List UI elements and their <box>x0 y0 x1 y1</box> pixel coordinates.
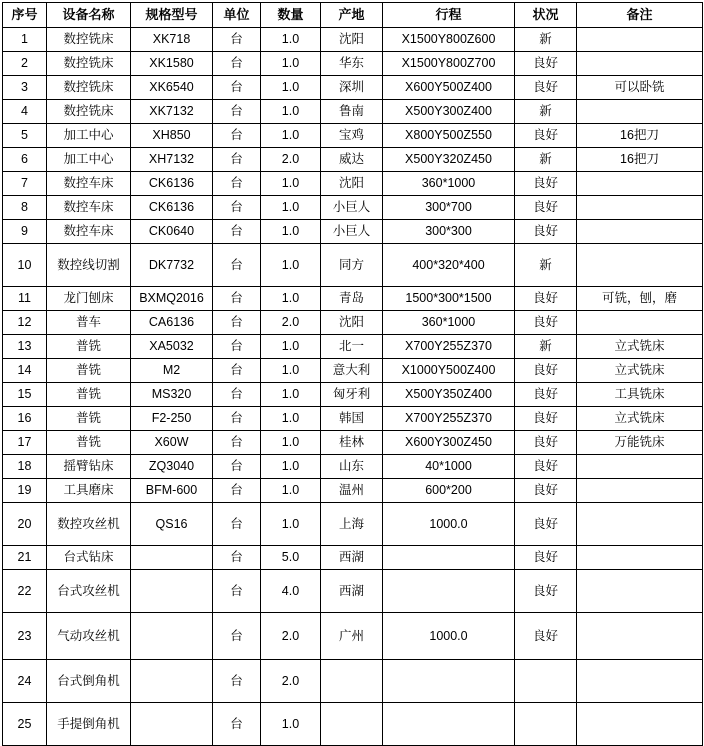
cell-status: 新 <box>515 100 577 124</box>
cell-name: 加工中心 <box>47 124 131 148</box>
cell-qty: 1.0 <box>261 383 321 407</box>
cell-remark: 立式铣床 <box>577 335 703 359</box>
cell-origin: 山东 <box>321 455 383 479</box>
cell-remark <box>577 703 703 746</box>
cell-model: CK6136 <box>131 172 213 196</box>
cell-model: XA5032 <box>131 335 213 359</box>
cell-model: ZQ3040 <box>131 455 213 479</box>
cell-name: 手提倒角机 <box>47 703 131 746</box>
cell-model: F2-250 <box>131 407 213 431</box>
cell-remark <box>577 220 703 244</box>
cell-name: 加工中心 <box>47 148 131 172</box>
cell-name: 普车 <box>47 311 131 335</box>
cell-no: 23 <box>3 613 47 660</box>
cell-name: 数控铣床 <box>47 76 131 100</box>
cell-qty: 1.0 <box>261 359 321 383</box>
column-header-model: 规格型号 <box>131 3 213 28</box>
cell-name: 数控攻丝机 <box>47 503 131 546</box>
cell-origin: 桂林 <box>321 431 383 455</box>
cell-unit: 台 <box>213 613 261 660</box>
cell-no: 19 <box>3 479 47 503</box>
cell-qty: 1.0 <box>261 220 321 244</box>
cell-origin: 沈阳 <box>321 311 383 335</box>
cell-remark <box>577 613 703 660</box>
cell-origin: 沈阳 <box>321 172 383 196</box>
cell-no: 3 <box>3 76 47 100</box>
cell-stroke: 1000.0 <box>383 613 515 660</box>
cell-no: 12 <box>3 311 47 335</box>
cell-origin: 韩国 <box>321 407 383 431</box>
cell-origin: 上海 <box>321 503 383 546</box>
table-row <box>3 431 703 455</box>
cell-unit: 台 <box>213 124 261 148</box>
cell-status: 良好 <box>515 196 577 220</box>
cell-stroke: X700Y255Z370 <box>383 407 515 431</box>
cell-stroke <box>383 570 515 613</box>
cell-unit: 台 <box>213 407 261 431</box>
cell-remark: 16把刀 <box>577 124 703 148</box>
table-row <box>3 124 703 148</box>
cell-no: 14 <box>3 359 47 383</box>
cell-qty: 5.0 <box>261 546 321 570</box>
cell-origin: 西湖 <box>321 570 383 613</box>
table-row <box>3 311 703 335</box>
cell-model: XK7132 <box>131 100 213 124</box>
table-header <box>3 3 703 28</box>
cell-unit: 台 <box>213 172 261 196</box>
cell-qty: 1.0 <box>261 196 321 220</box>
table-row <box>3 546 703 570</box>
cell-remark <box>577 311 703 335</box>
cell-origin: 青岛 <box>321 287 383 311</box>
cell-name: 摇臂钻床 <box>47 455 131 479</box>
cell-model <box>131 703 213 746</box>
cell-qty: 2.0 <box>261 311 321 335</box>
cell-unit: 台 <box>213 503 261 546</box>
cell-qty: 1.0 <box>261 172 321 196</box>
table-row <box>3 479 703 503</box>
cell-name: 工具磨床 <box>47 479 131 503</box>
cell-no: 17 <box>3 431 47 455</box>
cell-stroke: X800Y500Z550 <box>383 124 515 148</box>
cell-origin: 深圳 <box>321 76 383 100</box>
cell-stroke: X700Y255Z370 <box>383 335 515 359</box>
table-row <box>3 660 703 703</box>
cell-stroke <box>383 660 515 703</box>
cell-model: CA6136 <box>131 311 213 335</box>
cell-model: BXMQ2016 <box>131 287 213 311</box>
cell-model: XH850 <box>131 124 213 148</box>
cell-qty: 1.0 <box>261 28 321 52</box>
cell-remark <box>577 660 703 703</box>
cell-stroke: 300*700 <box>383 196 515 220</box>
cell-model <box>131 613 213 660</box>
cell-status: 良好 <box>515 431 577 455</box>
cell-status: 良好 <box>515 479 577 503</box>
cell-origin: 匈牙利 <box>321 383 383 407</box>
cell-unit: 台 <box>213 148 261 172</box>
cell-status: 良好 <box>515 311 577 335</box>
cell-no: 18 <box>3 455 47 479</box>
cell-origin: 意大利 <box>321 359 383 383</box>
cell-origin: 温州 <box>321 479 383 503</box>
cell-unit: 台 <box>213 196 261 220</box>
cell-no: 2 <box>3 52 47 76</box>
cell-qty: 1.0 <box>261 703 321 746</box>
column-header-origin: 产地 <box>321 3 383 28</box>
table-row <box>3 196 703 220</box>
cell-qty: 1.0 <box>261 431 321 455</box>
table-row <box>3 570 703 613</box>
cell-status: 新 <box>515 148 577 172</box>
cell-name: 普铣 <box>47 407 131 431</box>
cell-remark: 工具铣床 <box>577 383 703 407</box>
cell-name: 普铣 <box>47 359 131 383</box>
cell-model: XK718 <box>131 28 213 52</box>
table-body <box>3 28 703 746</box>
cell-qty: 1.0 <box>261 479 321 503</box>
cell-unit: 台 <box>213 570 261 613</box>
cell-remark: 立式铣床 <box>577 407 703 431</box>
cell-name: 数控铣床 <box>47 100 131 124</box>
cell-no: 6 <box>3 148 47 172</box>
cell-stroke: X500Y320Z450 <box>383 148 515 172</box>
cell-remark: 16把刀 <box>577 148 703 172</box>
cell-unit: 台 <box>213 52 261 76</box>
cell-stroke: 40*1000 <box>383 455 515 479</box>
cell-name: 普铣 <box>47 335 131 359</box>
cell-qty: 1.0 <box>261 455 321 479</box>
cell-status <box>515 660 577 703</box>
cell-model: XH7132 <box>131 148 213 172</box>
cell-model: XK1580 <box>131 52 213 76</box>
cell-no: 13 <box>3 335 47 359</box>
cell-stroke: 400*320*400 <box>383 244 515 287</box>
cell-remark <box>577 28 703 52</box>
cell-name: 数控线切割 <box>47 244 131 287</box>
cell-origin <box>321 703 383 746</box>
cell-status: 良好 <box>515 172 577 196</box>
column-header-stroke: 行程 <box>383 3 515 28</box>
cell-no: 24 <box>3 660 47 703</box>
cell-stroke: 1500*300*1500 <box>383 287 515 311</box>
cell-name: 气动攻丝机 <box>47 613 131 660</box>
table-row <box>3 503 703 546</box>
table-row <box>3 28 703 52</box>
cell-remark <box>577 455 703 479</box>
cell-qty: 1.0 <box>261 407 321 431</box>
cell-model: DK7732 <box>131 244 213 287</box>
cell-no: 1 <box>3 28 47 52</box>
cell-remark <box>577 546 703 570</box>
cell-remark <box>577 52 703 76</box>
cell-model: QS16 <box>131 503 213 546</box>
cell-name: 数控铣床 <box>47 28 131 52</box>
cell-unit: 台 <box>213 287 261 311</box>
cell-status: 良好 <box>515 287 577 311</box>
cell-model: X60W <box>131 431 213 455</box>
cell-qty: 2.0 <box>261 660 321 703</box>
cell-no: 9 <box>3 220 47 244</box>
cell-remark <box>577 479 703 503</box>
cell-status: 良好 <box>515 359 577 383</box>
cell-name: 数控车床 <box>47 172 131 196</box>
cell-remark <box>577 244 703 287</box>
cell-unit: 台 <box>213 100 261 124</box>
table-row <box>3 76 703 100</box>
cell-remark: 立式铣床 <box>577 359 703 383</box>
cell-unit: 台 <box>213 311 261 335</box>
cell-unit: 台 <box>213 703 261 746</box>
cell-status: 新 <box>515 335 577 359</box>
equipment-table <box>2 2 703 746</box>
cell-unit: 台 <box>213 479 261 503</box>
cell-unit: 台 <box>213 28 261 52</box>
cell-stroke: 360*1000 <box>383 172 515 196</box>
table-row <box>3 100 703 124</box>
cell-name: 数控铣床 <box>47 52 131 76</box>
table-row <box>3 407 703 431</box>
cell-origin: 小巨人 <box>321 196 383 220</box>
cell-no: 5 <box>3 124 47 148</box>
cell-status: 良好 <box>515 124 577 148</box>
cell-model <box>131 546 213 570</box>
cell-model: CK6136 <box>131 196 213 220</box>
cell-qty: 2.0 <box>261 613 321 660</box>
cell-status: 良好 <box>515 407 577 431</box>
cell-remark <box>577 570 703 613</box>
cell-stroke: X1500Y800Z700 <box>383 52 515 76</box>
cell-model: MS320 <box>131 383 213 407</box>
cell-name: 普铣 <box>47 431 131 455</box>
cell-model: M2 <box>131 359 213 383</box>
cell-no: 21 <box>3 546 47 570</box>
cell-origin: 同方 <box>321 244 383 287</box>
cell-origin: 威达 <box>321 148 383 172</box>
cell-qty: 1.0 <box>261 76 321 100</box>
cell-model <box>131 570 213 613</box>
cell-status: 新 <box>515 244 577 287</box>
cell-status: 良好 <box>515 570 577 613</box>
column-header-unit: 单位 <box>213 3 261 28</box>
cell-stroke <box>383 546 515 570</box>
cell-unit: 台 <box>213 546 261 570</box>
cell-stroke <box>383 703 515 746</box>
cell-name: 台式钻床 <box>47 546 131 570</box>
cell-status: 良好 <box>515 613 577 660</box>
cell-stroke: 360*1000 <box>383 311 515 335</box>
table-row <box>3 244 703 287</box>
cell-qty: 4.0 <box>261 570 321 613</box>
cell-stroke: X600Y500Z400 <box>383 76 515 100</box>
cell-stroke: X500Y300Z400 <box>383 100 515 124</box>
cell-unit: 台 <box>213 76 261 100</box>
table-row <box>3 52 703 76</box>
cell-no: 8 <box>3 196 47 220</box>
cell-no: 25 <box>3 703 47 746</box>
cell-qty: 1.0 <box>261 503 321 546</box>
cell-unit: 台 <box>213 431 261 455</box>
cell-no: 15 <box>3 383 47 407</box>
cell-stroke: 300*300 <box>383 220 515 244</box>
cell-qty: 1.0 <box>261 124 321 148</box>
cell-model <box>131 660 213 703</box>
cell-origin: 西湖 <box>321 546 383 570</box>
cell-origin: 沈阳 <box>321 28 383 52</box>
cell-status: 良好 <box>515 76 577 100</box>
table-row <box>3 148 703 172</box>
cell-qty: 1.0 <box>261 52 321 76</box>
cell-stroke: 1000.0 <box>383 503 515 546</box>
cell-no: 16 <box>3 407 47 431</box>
cell-status: 良好 <box>515 383 577 407</box>
cell-name: 数控车床 <box>47 220 131 244</box>
table-row <box>3 335 703 359</box>
cell-qty: 1.0 <box>261 335 321 359</box>
cell-remark <box>577 196 703 220</box>
cell-remark: 可铣，刨，磨 <box>577 287 703 311</box>
column-header-name: 设备名称 <box>47 3 131 28</box>
cell-origin: 广州 <box>321 613 383 660</box>
cell-remark <box>577 100 703 124</box>
table-row <box>3 220 703 244</box>
cell-qty: 1.0 <box>261 100 321 124</box>
cell-status: 良好 <box>515 455 577 479</box>
cell-origin: 北一 <box>321 335 383 359</box>
cell-unit: 台 <box>213 359 261 383</box>
table-row <box>3 383 703 407</box>
table-row <box>3 287 703 311</box>
cell-name: 台式攻丝机 <box>47 570 131 613</box>
cell-stroke: X500Y350Z400 <box>383 383 515 407</box>
cell-name: 普铣 <box>47 383 131 407</box>
cell-status: 良好 <box>515 503 577 546</box>
cell-remark: 万能铣床 <box>577 431 703 455</box>
cell-origin: 华东 <box>321 52 383 76</box>
cell-qty: 2.0 <box>261 148 321 172</box>
cell-status: 新 <box>515 28 577 52</box>
cell-name: 龙门刨床 <box>47 287 131 311</box>
cell-status <box>515 703 577 746</box>
table-row <box>3 359 703 383</box>
cell-name: 数控车床 <box>47 196 131 220</box>
cell-qty: 1.0 <box>261 244 321 287</box>
cell-name: 台式倒角机 <box>47 660 131 703</box>
cell-status: 良好 <box>515 52 577 76</box>
cell-stroke: X600Y300Z450 <box>383 431 515 455</box>
cell-no: 7 <box>3 172 47 196</box>
table-row <box>3 703 703 746</box>
cell-origin: 小巨人 <box>321 220 383 244</box>
column-header-qty: 数量 <box>261 3 321 28</box>
cell-unit: 台 <box>213 455 261 479</box>
cell-remark: 可以卧铣 <box>577 76 703 100</box>
cell-model: CK0640 <box>131 220 213 244</box>
cell-unit: 台 <box>213 335 261 359</box>
cell-origin: 宝鸡 <box>321 124 383 148</box>
cell-stroke: 600*200 <box>383 479 515 503</box>
cell-unit: 台 <box>213 660 261 703</box>
cell-remark <box>577 503 703 546</box>
cell-unit: 台 <box>213 220 261 244</box>
cell-model: BFM-600 <box>131 479 213 503</box>
header-row <box>3 3 703 28</box>
cell-no: 10 <box>3 244 47 287</box>
cell-model: XK6540 <box>131 76 213 100</box>
cell-no: 20 <box>3 503 47 546</box>
column-header-status: 状况 <box>515 3 577 28</box>
cell-origin <box>321 660 383 703</box>
column-header-remark: 备注 <box>577 3 703 28</box>
cell-no: 11 <box>3 287 47 311</box>
cell-unit: 台 <box>213 383 261 407</box>
cell-stroke: X1000Y500Z400 <box>383 359 515 383</box>
cell-no: 4 <box>3 100 47 124</box>
cell-stroke: X1500Y800Z600 <box>383 28 515 52</box>
table-row <box>3 455 703 479</box>
cell-qty: 1.0 <box>261 287 321 311</box>
cell-status: 良好 <box>515 220 577 244</box>
table-row <box>3 613 703 660</box>
column-header-no: 序号 <box>3 3 47 28</box>
cell-unit: 台 <box>213 244 261 287</box>
cell-origin: 鲁南 <box>321 100 383 124</box>
cell-status: 良好 <box>515 546 577 570</box>
cell-no: 22 <box>3 570 47 613</box>
cell-remark <box>577 172 703 196</box>
table-row <box>3 172 703 196</box>
